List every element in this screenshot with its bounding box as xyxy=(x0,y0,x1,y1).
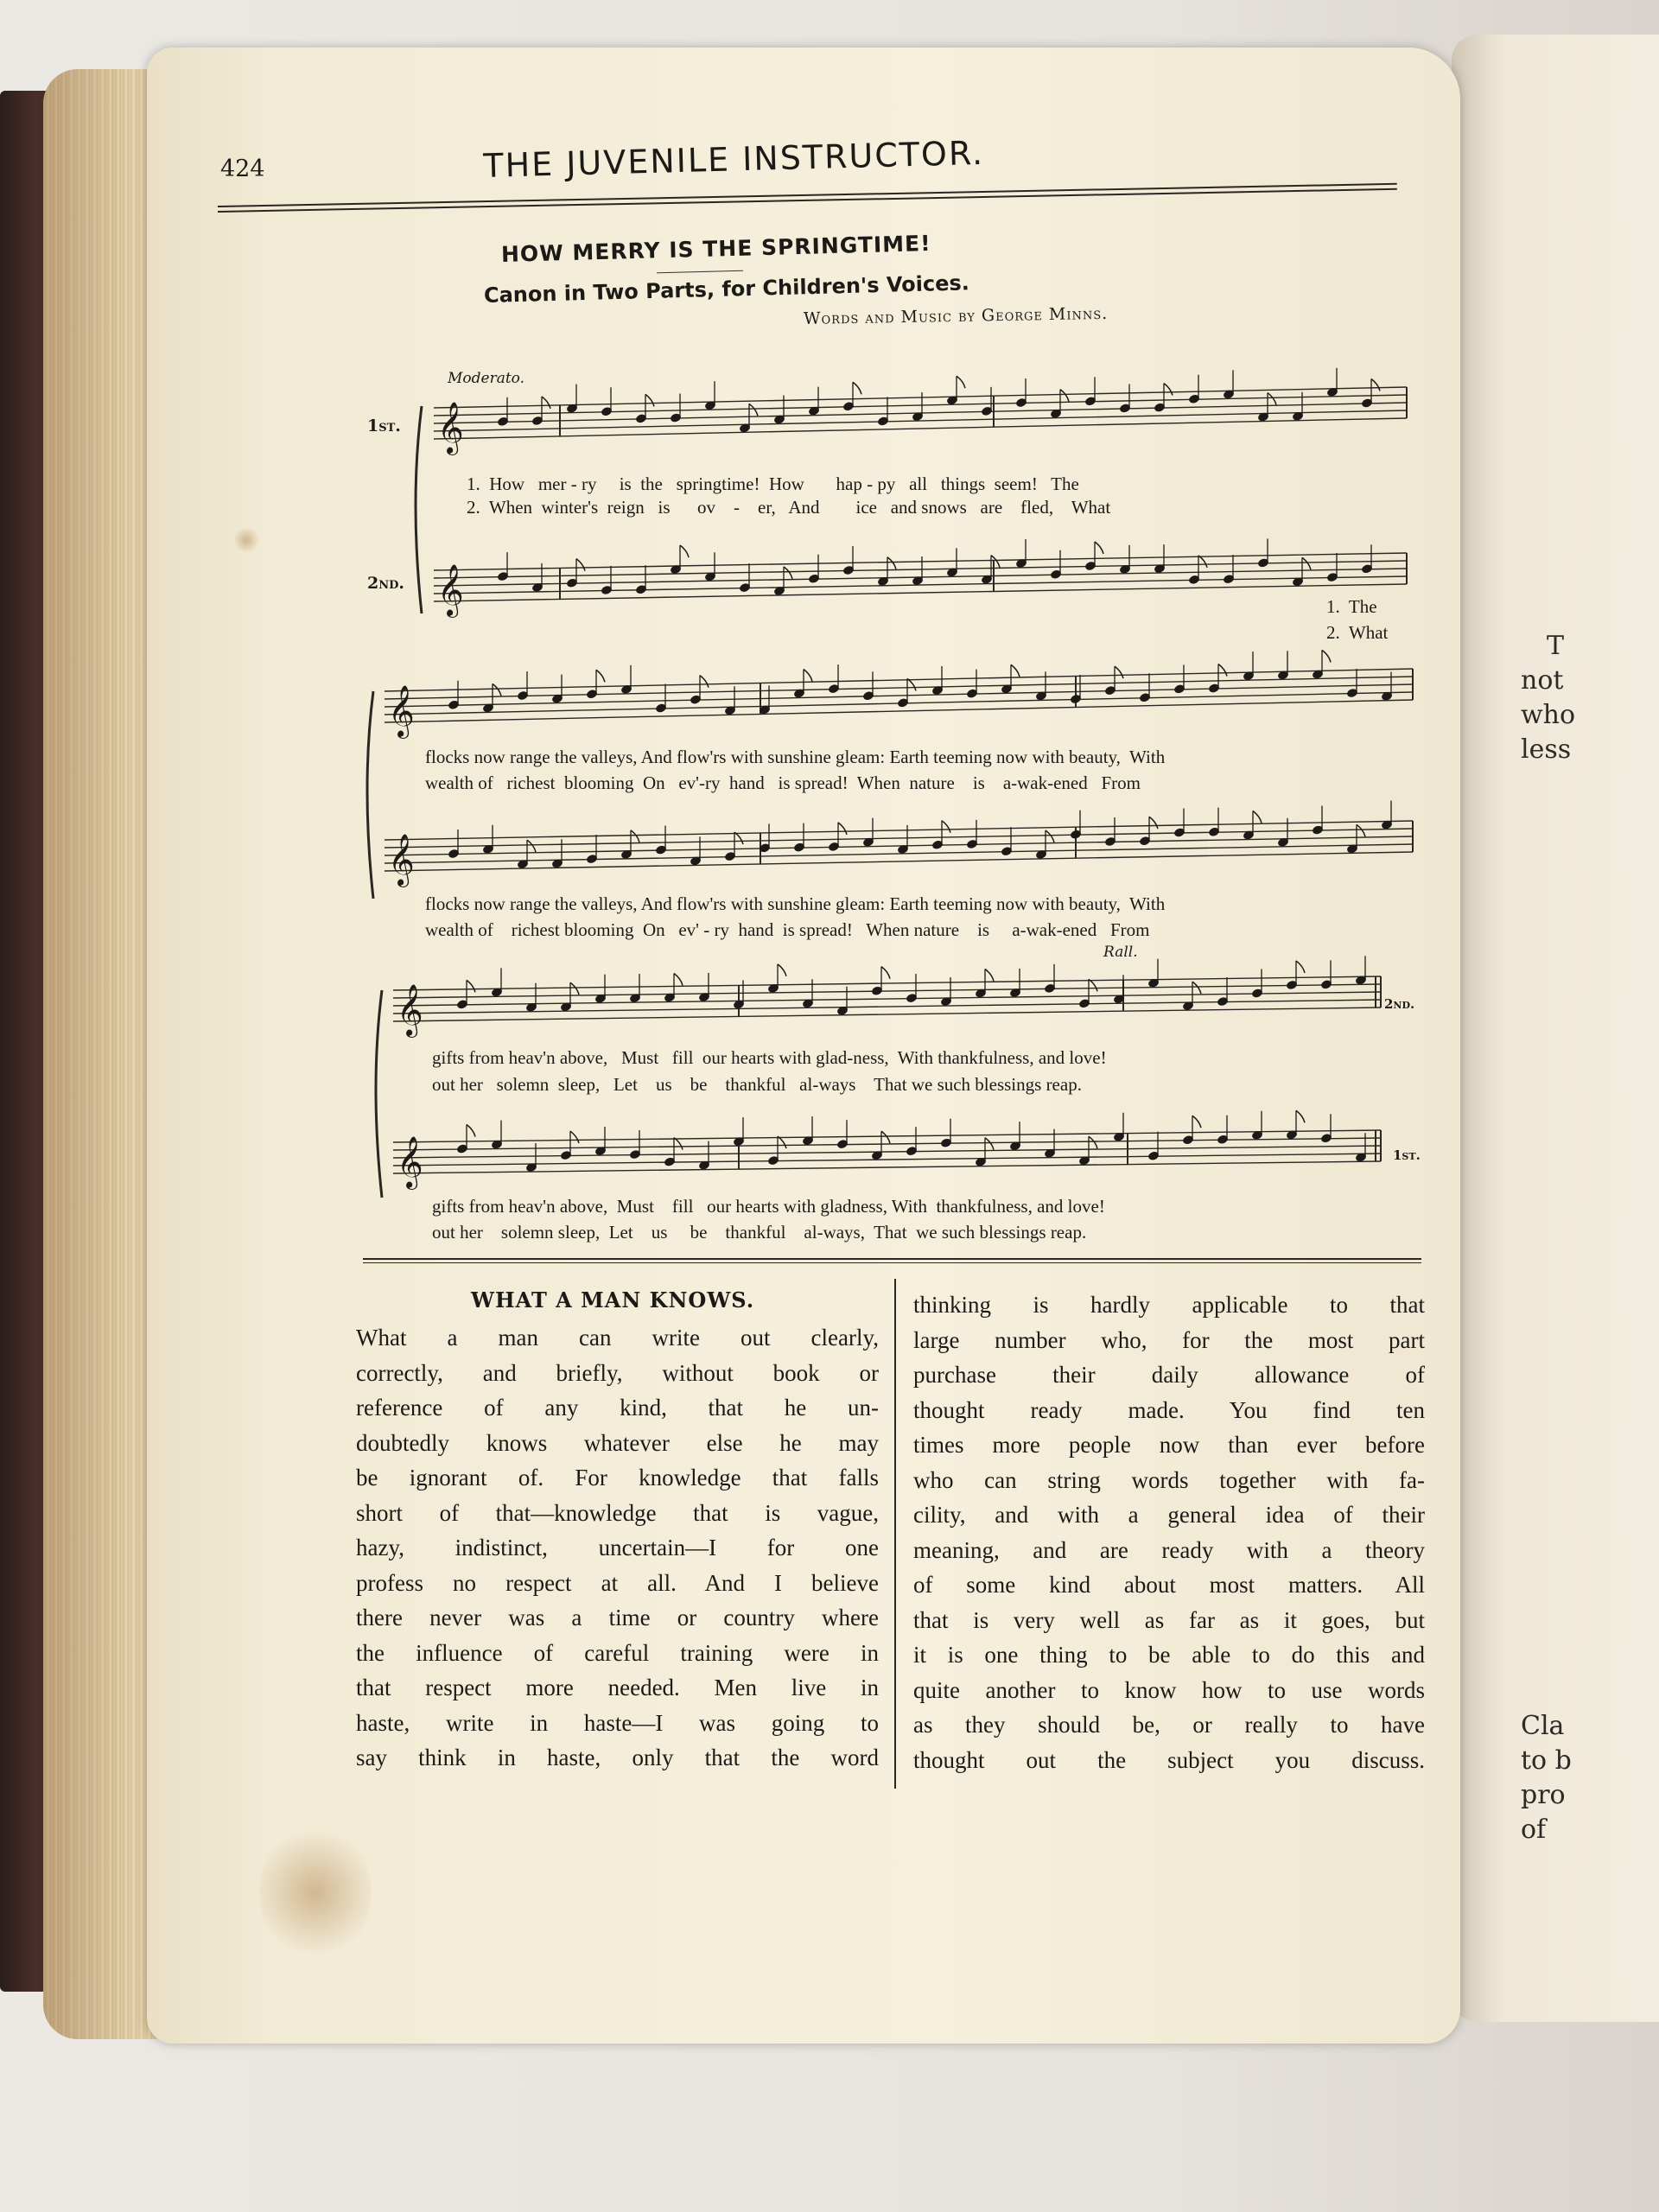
article-text-line: cility, and with a general idea of their xyxy=(913,1502,1425,1528)
article-text-line: quite another to know how to use words xyxy=(913,1676,1425,1703)
facing-fragment: who xyxy=(1521,700,1576,730)
article-text-line: purchase their daily allowance of xyxy=(913,1362,1425,1388)
note-flag xyxy=(991,556,1000,568)
song-title: HOW MERRY IS THE SPRINGTIME! xyxy=(500,230,931,267)
article-text-line: hazy, indistinct, uncertain—I for one xyxy=(356,1535,879,1560)
note-flag xyxy=(1046,830,1054,842)
note-flag xyxy=(1011,664,1020,677)
article-text-line: profess no respect at all. And I believe xyxy=(356,1569,879,1596)
note-flag xyxy=(853,382,861,394)
note-flag xyxy=(778,1136,786,1148)
note-flag xyxy=(631,830,639,842)
note-flag xyxy=(467,1125,475,1137)
part-label-first: 1st. xyxy=(367,416,401,435)
staff-lower-line xyxy=(385,829,1413,848)
running-head: THE JUVENILE INSTRUCTOR. xyxy=(482,133,985,185)
note-flag xyxy=(1060,390,1069,402)
staff-upper-line xyxy=(393,992,1381,1006)
article-text-line: that is very well as far as it goes, but xyxy=(913,1606,1425,1633)
column-divider xyxy=(894,1279,896,1789)
article-text-line: What a man can write out clearly, xyxy=(356,1325,879,1351)
staff-lower-line xyxy=(385,852,1413,871)
note-flag xyxy=(1198,556,1207,568)
part-label-second: 2nd. xyxy=(367,574,404,593)
facing-fragment: to b xyxy=(1521,1745,1572,1776)
article-text-line: that respect more needed. Men live in xyxy=(356,1675,879,1700)
note-flag xyxy=(778,964,786,976)
article-text-line: thought out the subject you discuss. xyxy=(913,1746,1425,1773)
note-flag xyxy=(1115,666,1123,678)
song-credit: Words and Music by George Minns. xyxy=(803,303,1109,328)
note-flag xyxy=(645,394,654,406)
treble-clef: 𝄞 xyxy=(388,834,415,886)
treble-clef: 𝄞 xyxy=(437,402,464,454)
lyric-line: 1. The xyxy=(1326,596,1377,617)
lyric-line: out her solemn sleep, Let us be thankful al-ways That we such blessings reap. xyxy=(432,1074,1082,1095)
note-flag xyxy=(749,404,758,416)
note-flag xyxy=(957,376,965,388)
facing-fragment: less xyxy=(1521,734,1572,765)
treble-clef: 𝄞 xyxy=(388,685,415,737)
facing-fragment: Cla xyxy=(1521,1711,1565,1741)
note-flag xyxy=(838,823,847,835)
treble-clef: 𝄞 xyxy=(397,984,423,1036)
tempo-marking: Moderato. xyxy=(448,370,525,387)
note-flag xyxy=(784,567,792,579)
lyric-line: gifts from heav'n above, Must fill our hearts with gladness, With thankfulness, and love! xyxy=(432,1196,1105,1217)
note-flag xyxy=(527,840,536,852)
lyric-line: flocks now range the valleys, And flow'rs with sunshine gleam: Earth teeming now with beauty, With xyxy=(425,893,1166,914)
foxing-stain xyxy=(233,527,259,553)
article-text-line: it is one thing to be able to do this and xyxy=(913,1642,1425,1668)
article-text-line: thinking is hardly applicable to that xyxy=(913,1292,1425,1318)
lyric-line: wealth of richest blooming On ev' - ry hand is spread! When nature is a-wak-ened From xyxy=(425,919,1150,940)
staff-upper-line xyxy=(393,976,1381,990)
note-flag xyxy=(570,982,579,995)
article-text-line: reference of any kind, that he un- xyxy=(356,1395,879,1421)
staff-lower-line xyxy=(393,1138,1381,1150)
article-text-line: correctly, and briefly, without book or xyxy=(356,1359,879,1386)
note-flag xyxy=(887,557,896,569)
note-flag xyxy=(734,832,743,844)
note-flag xyxy=(1302,557,1311,569)
note-flag xyxy=(881,967,890,979)
staff-lower-line xyxy=(385,821,1413,840)
note-flag xyxy=(1089,1136,1097,1148)
facing-fragment: T xyxy=(1547,631,1565,661)
facing-fragment: of xyxy=(1521,1815,1547,1845)
note-flag xyxy=(680,545,689,557)
note-flag xyxy=(1149,817,1158,829)
note-flag xyxy=(1268,393,1276,405)
foxing-stain xyxy=(259,1823,372,1961)
staff-lower-line xyxy=(393,1146,1381,1158)
lyric-line: 2. What xyxy=(1326,622,1389,643)
rall-marking: Rall. xyxy=(1103,944,1138,961)
note-flag xyxy=(1192,1116,1201,1128)
staff-lower-line xyxy=(385,836,1413,855)
article-text-line: doubtedly knows whatever else he may xyxy=(356,1429,879,1456)
note-flag xyxy=(1322,650,1331,662)
note-flag xyxy=(542,397,550,409)
system-brace xyxy=(376,990,382,1198)
note-flag xyxy=(1089,979,1097,991)
staff-lower-line xyxy=(393,1154,1381,1166)
note-flag xyxy=(674,974,683,986)
staff-upper-line xyxy=(393,1007,1381,1021)
article-text-line: short of that—knowledge that is vague, xyxy=(356,1499,879,1526)
note-flag xyxy=(1296,961,1305,973)
note-flag xyxy=(1192,982,1201,994)
note-flag xyxy=(942,821,950,833)
lyric-line: 1. How mer - ry is the springtime! How hap - py all things seem! The xyxy=(467,474,1079,494)
song-subtitle: Canon in Two Parts, for Children's Voices. xyxy=(483,270,970,308)
page-number: 424 xyxy=(220,156,265,182)
part-end-label: 2nd. xyxy=(1384,996,1415,1012)
note-flag xyxy=(467,980,475,992)
note-flag xyxy=(1164,384,1173,396)
treble-clef: 𝄞 xyxy=(397,1136,423,1188)
article-column-left xyxy=(356,1320,879,1776)
article-column-right xyxy=(913,1287,1425,1777)
note-flag xyxy=(1357,824,1365,836)
note-flag xyxy=(1253,811,1262,823)
staff-lower-line xyxy=(385,844,1413,863)
article-text-line: large number who, for the most part xyxy=(913,1326,1425,1353)
part-end-label: 1st. xyxy=(1393,1147,1421,1163)
note-flag xyxy=(1296,1110,1305,1122)
note-flag xyxy=(985,1138,994,1150)
article-text-line: who can string words together with fa- xyxy=(913,1466,1425,1493)
article-text-line: the influence of careful training were in xyxy=(356,1639,879,1666)
staff-upper-line xyxy=(393,1000,1381,1014)
article-text-line: meaning, and are ready with a theory xyxy=(913,1536,1425,1563)
section-rule xyxy=(363,1258,1421,1263)
lyric-line: wealth of richest blooming On ev'-ry hand is spread! When nature is a-wak-ened From xyxy=(425,772,1141,793)
treble-clef: 𝄞 xyxy=(437,564,464,616)
article-text-line: there never was a time or country where xyxy=(356,1605,879,1630)
article-heading: WHAT A MAN KNOWS. xyxy=(471,1287,755,1313)
lyric-line: out her solemn sleep, Let us be thankful al-ways, That we such blessings reap. xyxy=(432,1222,1087,1243)
article-text-line: as they should be, or really to have xyxy=(913,1712,1425,1738)
note-flag xyxy=(493,683,501,696)
lyric-line: flocks now range the valleys, And flow'rs with sunshine gleam: Earth teeming now with beauty, With xyxy=(425,747,1166,767)
article-text-line: haste, write in haste—I was going to xyxy=(356,1709,879,1736)
note-flag xyxy=(576,559,585,571)
staff-upper-line xyxy=(393,984,1381,998)
article-text-line: of some kind about most matters. All xyxy=(913,1572,1425,1598)
note-flag xyxy=(907,678,916,690)
facing-fragment: not xyxy=(1521,665,1564,696)
article-text-line: thought ready made. You find ten xyxy=(913,1396,1425,1423)
note-flag xyxy=(881,1131,890,1143)
note-flag xyxy=(700,676,709,688)
article-text-line: be ignorant of. For knowledge that falls xyxy=(356,1465,879,1491)
note-flag xyxy=(804,670,812,682)
note-flag xyxy=(985,969,994,981)
note-flag xyxy=(674,1138,683,1150)
note-flag xyxy=(1371,378,1380,391)
facing-fragment: pro xyxy=(1521,1780,1566,1810)
lyric-line: gifts from heav'n above, Must fill our hearts with glad-ness, With thankfulness, and love! xyxy=(432,1047,1107,1068)
system-brace xyxy=(367,691,373,899)
lyric-line: 2. When winter's reign is ov - er, And ice and snows are fled, What xyxy=(467,497,1111,518)
system-brace xyxy=(416,406,422,613)
note-flag xyxy=(1218,664,1227,677)
note-flag xyxy=(596,670,605,682)
staff-lower-line xyxy=(434,584,1407,601)
article-text-line: say think in haste, only that the word xyxy=(356,1745,879,1770)
article-text-line: times more people now than ever before xyxy=(913,1432,1425,1458)
staff-lower-line xyxy=(393,1161,1381,1173)
note-flag xyxy=(1095,542,1103,554)
note-flag xyxy=(570,1131,579,1143)
